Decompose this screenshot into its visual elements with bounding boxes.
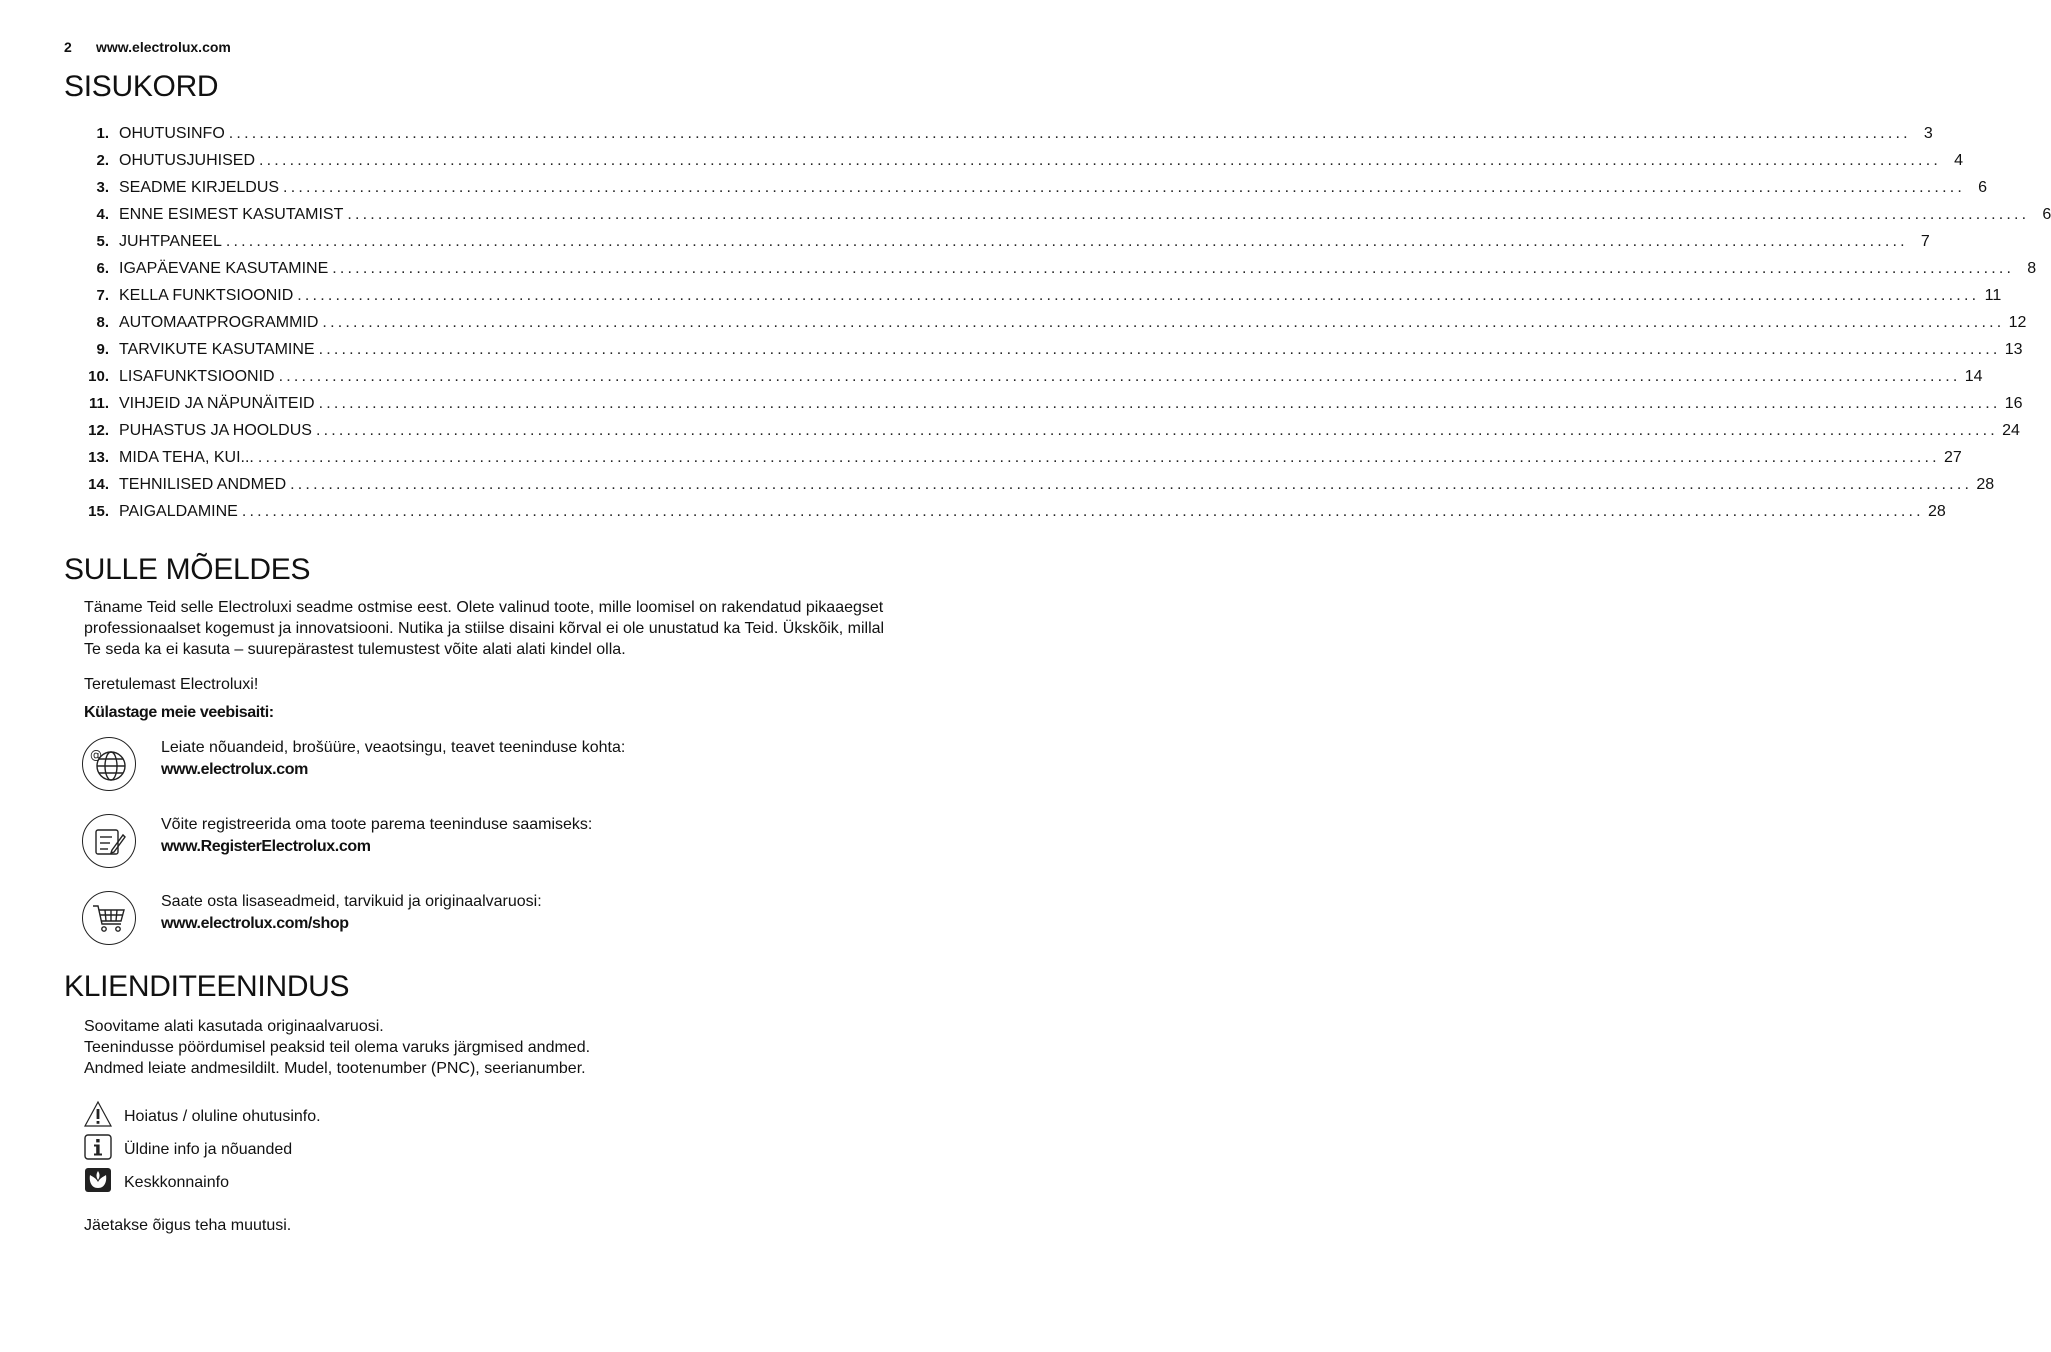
toc-row[interactable]	[84, 314, 2027, 341]
toc-page-number: 16	[2004, 395, 2023, 412]
toc-title: TEHNILISED ANDMED	[119, 476, 287, 493]
web-link-url[interactable]: www.RegisterElectrolux.com	[161, 838, 371, 855]
toc-number: 12.	[88, 422, 109, 439]
toc-leader: ............................................................................................................................................................................................................................	[318, 341, 2001, 358]
toc-number: 9.	[96, 341, 109, 358]
service-heading: KLIENDITEENINDUS	[64, 970, 350, 1003]
toc-page-number: 12	[2008, 314, 2027, 331]
web-link-description: Võite registreerida oma toote parema teeninduse saamiseks:	[161, 816, 593, 833]
toc-row[interactable]	[84, 125, 1933, 152]
toc-page-number: 4	[1954, 152, 1963, 169]
toc-title: OHUTUSINFO	[119, 125, 225, 142]
toc-page-number: 6	[1978, 179, 1988, 196]
toc-leader: ............................................................................................................................................................................................................................	[322, 314, 2005, 331]
toc-leader: ............................................................................................................................................................................................................................	[278, 368, 1961, 385]
toc-title: KELLA FUNKTSIOONID	[119, 287, 294, 304]
toc-page-number: 7	[1920, 233, 1930, 250]
warning-icon	[84, 1101, 112, 1129]
toc-row[interactable]	[84, 233, 1930, 260]
toc-row[interactable]	[84, 422, 2020, 449]
toc-title: VIHJEID JA NÄPUNÄITEID	[119, 395, 315, 412]
web-link-description: Leiate nõuandeid, brošüüre, veaotsingu, teavet teeninduse kohta:	[161, 739, 626, 756]
toc-page-number: 24	[2002, 422, 2020, 439]
toc-row[interactable]	[84, 179, 1988, 206]
footer-note: Jäetakse õigus teha muutusi.	[84, 1217, 292, 1234]
toc-title: IGAPÄEVANE KASUTAMINE	[119, 260, 329, 277]
service-line: Andmed leiate andmesildilt. Mudel, tootenumber (PNC), seerianumber.	[84, 1060, 586, 1077]
toc-page-number: 28	[1928, 503, 1946, 520]
toc-leader: ............................................................................................................................................................................................................................	[318, 395, 2001, 412]
toc-title: MIDA TEHA, KUI...	[119, 449, 254, 466]
register-icon	[82, 814, 136, 868]
toc-number: 7.	[96, 287, 109, 304]
toc-number: 3.	[96, 179, 109, 196]
symbol-label: Hoiatus / oluline ohutusinfo.	[124, 1108, 321, 1125]
toc-leader: ............................................................................................................................................................................................................................	[225, 233, 1908, 250]
toc-row[interactable]	[84, 368, 1983, 395]
toc-number: 11.	[88, 395, 109, 412]
toc-page-number: 14	[1964, 368, 1983, 385]
visit-label: Külastage meie veebisaiti:	[84, 704, 274, 721]
toc-row[interactable]	[84, 503, 1946, 530]
web-link-row	[82, 814, 862, 874]
toc-leader: ............................................................................................................................................................................................................................	[259, 152, 1941, 169]
toc-page-number: 11	[1984, 287, 2002, 304]
toc-number: 8.	[96, 314, 109, 331]
web-link-description: Saate osta lisaseadmeid, tarvikuid ja originaalvaruosi:	[161, 893, 542, 910]
toc-leader: ............................................................................................................................................................................................................................	[315, 422, 1998, 439]
toc-page-number: 28	[1976, 476, 1995, 493]
service-line: Teenindusse pöördumisel peaksid teil olema varuks järgmised andmed.	[84, 1039, 591, 1056]
toc-leader: ............................................................................................................................................................................................................................	[290, 476, 1973, 493]
globe-icon	[82, 737, 136, 791]
toc-page-number: 6	[2042, 206, 2051, 223]
symbol-label: Keskkonnainfo	[124, 1174, 229, 1191]
service-line: Soovitame alati kasutada originaalvaruosi.	[84, 1018, 384, 1035]
toc-title: TARVIKUTE KASUTAMINE	[119, 341, 315, 358]
toc-leader: ............................................................................................................................................................................................................................	[332, 260, 2015, 277]
toc-row[interactable]	[84, 260, 2037, 287]
cart-icon	[82, 891, 136, 945]
header-url[interactable]: www.electrolux.com	[96, 39, 231, 55]
thinking-heading: SULLE MÕELDES	[64, 553, 311, 586]
toc-leader: ............................................................................................................................................................................................................................	[347, 206, 2030, 223]
web-link-row	[82, 891, 862, 951]
toc-title: AUTOMAATPROGRAMMID	[119, 314, 319, 331]
toc-title: LISAFUNKTSIOONID	[119, 368, 275, 385]
toc-title: SEADME KIRJELDUS	[119, 179, 280, 196]
toc-title: ENNE ESIMEST KASUTAMIST	[119, 206, 344, 223]
environment-icon	[84, 1167, 112, 1195]
toc-leader: ............................................................................................................................................................................................................................	[241, 503, 1924, 520]
toc-number: 5.	[96, 233, 109, 250]
web-link-url[interactable]: www.electrolux.com	[161, 761, 308, 778]
table-of-contents	[84, 125, 2051, 530]
welcome-text: Teretulemast Electroluxi!	[84, 676, 259, 693]
toc-number: 6.	[96, 260, 109, 277]
toc-row[interactable]	[84, 287, 2002, 314]
toc-row[interactable]	[84, 476, 1995, 503]
symbol-label: Üldine info ja nõuanded	[124, 1141, 293, 1158]
toc-page-number: 3	[1923, 125, 1933, 142]
info-icon	[84, 1134, 112, 1162]
toc-row[interactable]	[84, 395, 2023, 422]
toc-number: 13.	[88, 449, 109, 466]
toc-page-number: 13	[2004, 341, 2023, 358]
toc-heading: SISUKORD	[64, 70, 219, 103]
toc-number: 14.	[88, 476, 109, 493]
toc-page-number: 8	[2027, 260, 2037, 277]
toc-number: 2.	[96, 152, 109, 169]
toc-leader: ............................................................................................................................................................................................................................	[257, 449, 1940, 466]
toc-number: 15.	[88, 503, 109, 520]
intro-paragraph: Täname Teid selle Electroluxi seadme ostmise eest. Olete valinud toote, mille loomisel on rakendatud pikaaegset professionaalset kogemust ja innovatsiooni. Nutika ja stiilse disaini kõrval ei ole unustatud ka Teid. Ükskõik, millal Te seda ka ei kasuta – suurepärastest tulemustest võite alati alati kindel olla.	[84, 599, 885, 658]
toc-row[interactable]	[84, 341, 2023, 368]
toc-title: PAIGALDAMINE	[119, 503, 238, 520]
page-number: 2	[64, 39, 72, 55]
toc-title: PUHASTUS JA HOOLDUS	[119, 422, 312, 439]
web-link-url[interactable]: www.electrolux.com/shop	[161, 915, 349, 932]
toc-leader: ............................................................................................................................................................................................................................	[297, 287, 1980, 304]
toc-number: 10.	[88, 368, 109, 385]
toc-row[interactable]	[84, 449, 1962, 476]
toc-title: JUHTPANEEL	[119, 233, 222, 250]
toc-row[interactable]	[84, 206, 2051, 233]
service-text	[84, 1016, 900, 1079]
page-header	[64, 39, 231, 55]
toc-title: OHUTUSJUHISED	[119, 152, 256, 169]
web-link-row	[82, 737, 862, 797]
svg-text:@: @	[90, 748, 102, 762]
toc-page-number: 27	[1944, 449, 1962, 466]
toc-leader: ............................................................................................................................................................................................................................	[283, 179, 1966, 196]
toc-row[interactable]	[84, 152, 1963, 179]
toc-leader: ............................................................................................................................................................................................................................	[228, 125, 1911, 142]
toc-number: 1.	[96, 125, 109, 142]
toc-number: 4.	[96, 206, 109, 223]
